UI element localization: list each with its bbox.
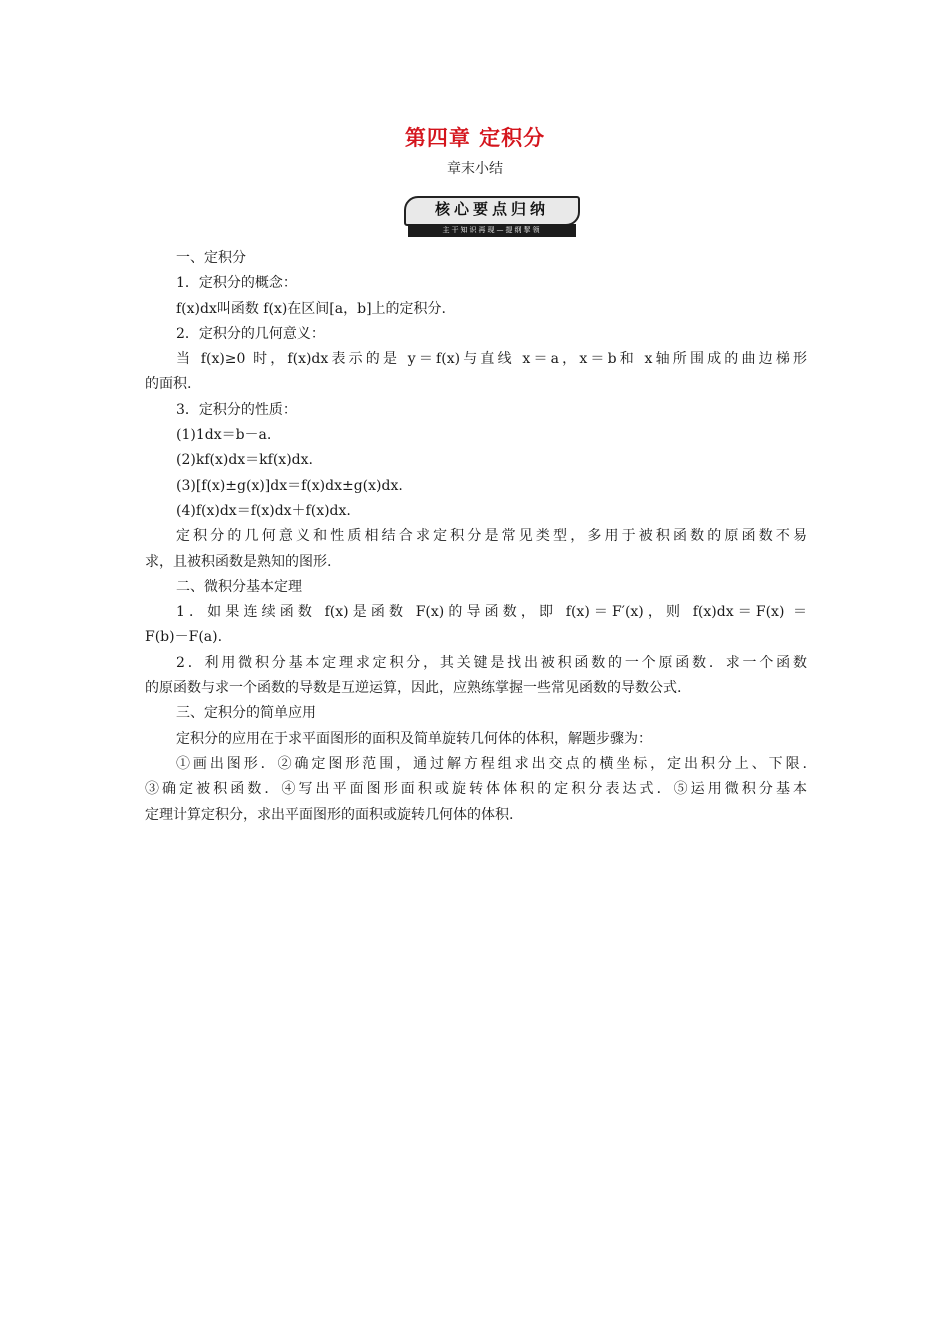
document-body: [145, 246, 807, 828]
item-heading-1-1: 1．定积分的概念：: [176, 275, 297, 292]
paragraph: 定积分的应用在于求平面图形的面积及简单旋转几何体的体积，解题步骤为：: [176, 730, 652, 747]
paragraph-line: 1．如果连续函数 f(x)是函数 F(x)的导函数，即 f(x)＝F′(x)，则 f(x)dx＝F(x) ＝: [176, 604, 807, 621]
paragraph-line: 2．利用微积分基本定理求定积分，其关键是找出被积函数的一个原函数．求一个函数: [176, 654, 807, 671]
paragraph-line: 的面积.: [145, 376, 192, 393]
section-heading-1: 一、定积分: [176, 250, 246, 266]
paragraph-line: 定积分的几何意义和性质相结合求定积分是常见类型，多用于被积函数的原函数不易: [176, 528, 807, 545]
paragraph-line: 求，且被积函数是熟知的图形.: [145, 553, 332, 570]
property-3: (3)[f(x)±g(x)]dx＝f(x)dx±g(x)dx.: [176, 477, 403, 494]
page-title: 第四章 定积分: [404, 126, 546, 150]
paragraph-line: F(b)－F(a).: [145, 629, 223, 646]
section-heading-3: 三、定积分的简单应用: [176, 705, 316, 722]
section-banner: [404, 190, 580, 240]
paragraph-line: 当 f(x)≥0 时，f(x)dx表示的是 y＝f(x)与直线 x＝a，x＝b和 x轴所围成的曲边梯形: [176, 351, 807, 368]
paragraph: f(x)dx叫函数 f(x)在区间[a，b]上的定积分.: [176, 300, 446, 317]
paragraph-line: ①画出图形．②确定图形范围，通过解方程组求出交点的横坐标，定出积分上、下限.: [176, 755, 807, 772]
section-heading-2: 二、微积分基本定理: [176, 578, 302, 595]
item-heading-1-2: 2．定积分的几何意义：: [176, 325, 325, 342]
paragraph-line: ③确定被积函数．④写出平面图形面积或旋转体体积的定积分表达式．⑤运用微积分基本: [145, 781, 807, 798]
paragraph-line: 定理计算定积分，求出平面图形的面积或旋转几何体的体积.: [145, 806, 514, 823]
property-1: (1)1dx＝b－a.: [176, 427, 272, 444]
banner-sub-text: 主干知识再现—提纲挈领: [408, 224, 576, 237]
banner-main-text: 核心要点归纳: [434, 200, 549, 218]
property-4: (4)f(x)dx＝f(x)dx＋f(x)dx.: [176, 502, 351, 519]
page-subtitle: 章末小结: [447, 161, 503, 177]
paragraph-line: 的原函数与求一个函数的导数是互逆运算，因此，应熟练掌握一些常见函数的导数公式.: [145, 680, 682, 697]
item-heading-1-3: 3．定积分的性质：: [176, 401, 297, 418]
property-2: (2)kf(x)dx＝kf(x)dx.: [176, 452, 313, 469]
